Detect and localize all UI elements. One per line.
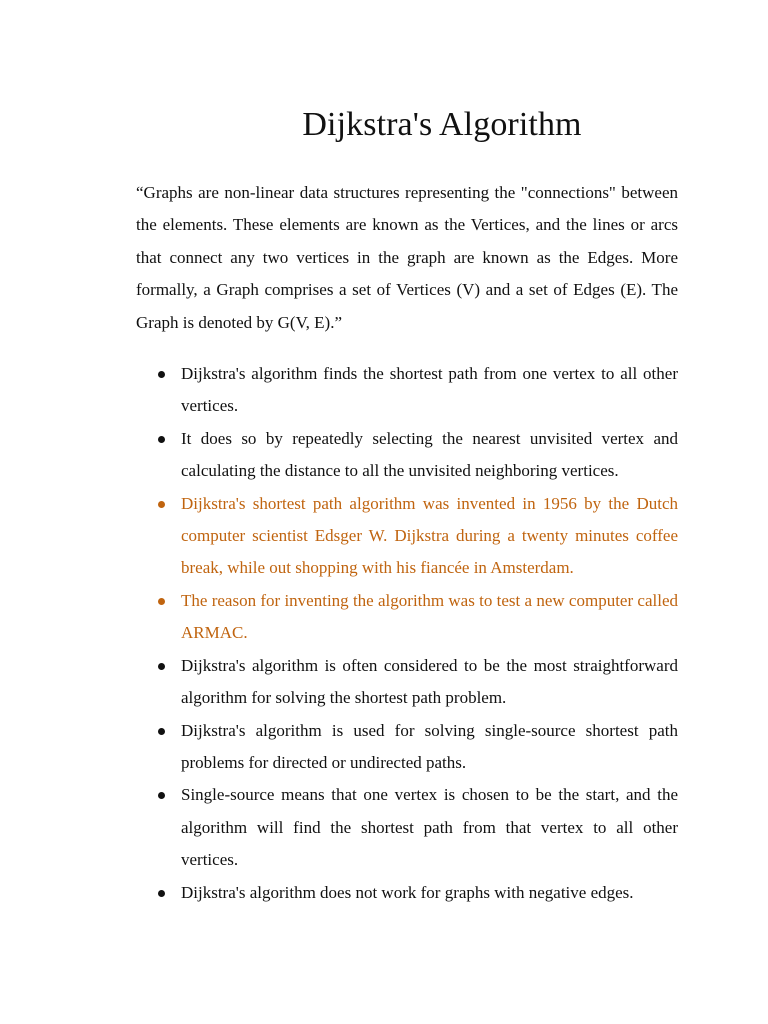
- bullet-list: [136, 358, 678, 909]
- bullet-icon: [158, 598, 165, 605]
- bullet-icon: [158, 663, 165, 670]
- list-item: [136, 779, 678, 876]
- list-item: [136, 585, 678, 650]
- list-item: [136, 488, 678, 585]
- intro-paragraph: “Graphs are non-linear data structures representing the "connections" between the elements. These elements are known as the Vertices, and the lines or arcs that connect any two vertices in the graph are known as the Edges. More formally, a Graph comprises a set of Vertices (V) and a set of Edges (E). The Graph is denoted by G(V, E).”: [136, 183, 678, 332]
- bullet-icon: [158, 436, 165, 443]
- list-item-text: It does so by repeatedly selecting the nearest unvisited vertex and calculating the distance to all the unvisited neighboring vertices.: [181, 428, 678, 481]
- bullet-icon: [158, 792, 165, 799]
- page-title: Dijkstra's Algorithm: [302, 106, 582, 143]
- list-item: [136, 358, 678, 423]
- list-item-text: Dijkstra's shortest path algorithm was invented in 1956 by the Dutch computer scientist Edsger W. Dijkstra during a twenty minutes coffee break, while out shopping with his fiancée in Amsterdam.: [181, 493, 678, 578]
- bullet-icon: [158, 728, 165, 735]
- document-page: [136, 0, 678, 909]
- list-item-text: The reason for inventing the algorithm was to test a new computer called ARMAC.: [181, 590, 678, 643]
- list-item-text: Dijkstra's algorithm finds the shortest path from one vertex to all other vertices.: [181, 364, 678, 416]
- list-item: [136, 877, 678, 909]
- list-item: [136, 715, 678, 780]
- list-item-text: Dijkstra's algorithm is often considered to be the most straightforward algorithm for solving the shortest path problem.: [181, 655, 678, 708]
- bullet-icon: [158, 371, 165, 378]
- list-item: [136, 650, 678, 715]
- list-item-text: Single-source means that one vertex is chosen to be the start, and the algorithm will find the shortest path from that vertex to all other vertices.: [181, 785, 678, 870]
- list-item-text: Dijkstra's algorithm does not work for graphs with negative edges.: [181, 882, 634, 902]
- bullet-icon: [158, 890, 165, 897]
- list-item: [136, 423, 678, 488]
- list-item-text: Dijkstra's algorithm is used for solving single-source shortest path problems for directed or undirected paths.: [181, 720, 678, 772]
- bullet-icon: [158, 501, 165, 508]
